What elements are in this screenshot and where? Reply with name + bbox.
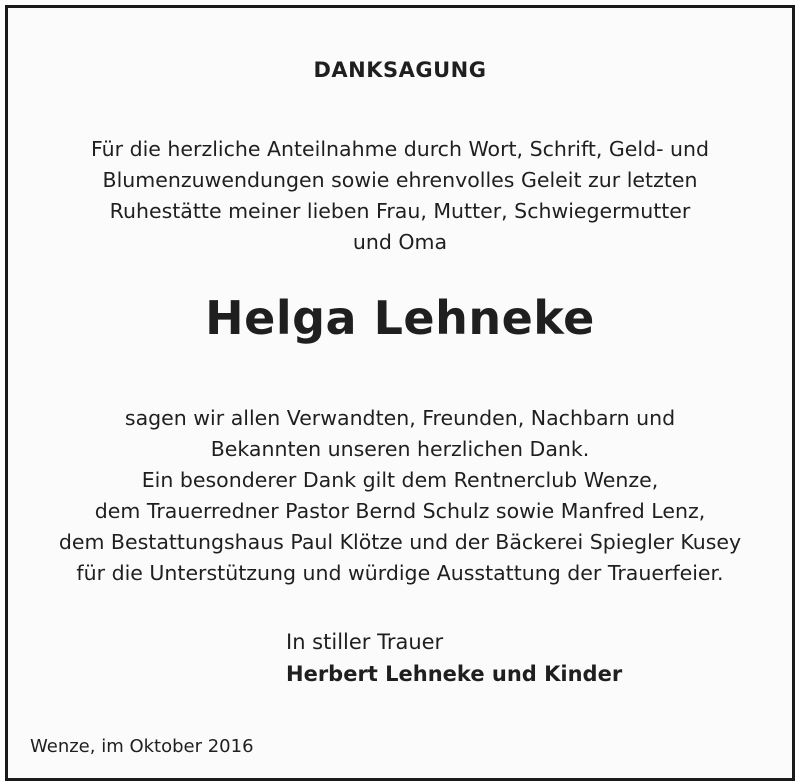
thanks-line: Ein besonderer Dank gilt dem Rentnerclub Wenze, [141,468,659,492]
thanks-paragraph [8,403,792,589]
intro-paragraph [8,134,792,258]
intro-line: Für die herzliche Anteilnahme durch Wort, Schrift, Geld- und [90,137,710,161]
intro-line: Blumenzuwendungen sowie ehrenvolles Geleit zur letzten [102,168,698,192]
thanks-line: dem Bestattungshaus Paul Klötze und der Bäckerei Spiegler Kusey [58,530,742,554]
deceased-name: Helga Lehneke [205,291,595,345]
signature-name: Herbert Lehneke und Kinder [286,662,623,686]
thanks-line: dem Trauerredner Pastor Bernd Schulz sowie Manfred Lenz, [94,499,706,523]
thanks-line: sagen wir allen Verwandten, Freunden, Nachbarn und [124,406,676,430]
mourning-label: In stiller Trauer [286,630,444,654]
signature-block [286,628,622,686]
obituary-notice-frame [5,5,795,781]
thanks-line: Bekannten unseren herzlichen Dank. [210,437,590,461]
place-date: Wenze, im Oktober 2016 [30,736,254,757]
intro-line: Ruhestätte meiner lieben Frau, Mutter, Schwiegermutter [109,199,691,223]
notice-heading: DANKSAGUNG [313,58,487,82]
thanks-line: für die Unterstützung und würdige Ausstattung der Trauerfeier. [76,561,724,585]
intro-line: und Oma [352,230,448,254]
